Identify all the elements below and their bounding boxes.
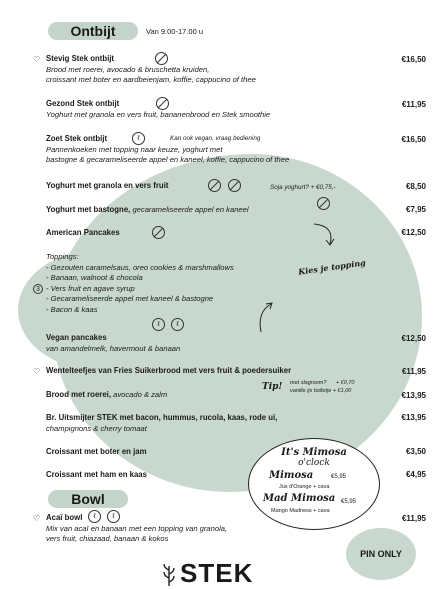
plant-icon: [162, 562, 176, 586]
section-title-bowl: Bowl: [48, 490, 128, 508]
mimosa-card: It's Mimosa o'clock Mimosa €5,95 Jus d'Orange + cava Mad Mimosa €5,95 Mango Madness + cava: [248, 438, 380, 530]
menu-item-yoghurt-bastogne: Yoghurt met bastogne, gecarameliseerde appel en kaneel: [46, 205, 249, 214]
no-lactose-icon: [228, 179, 241, 192]
vegan-note: Kan ook vegan, vraag bediening: [170, 135, 261, 142]
stek-logo: STEK: [162, 558, 253, 589]
price-uitsmijter: €13,95: [401, 413, 426, 422]
price-wentelteefjes: €11,95: [401, 367, 426, 376]
vegan-icon: ℓ: [171, 318, 184, 331]
kies-topping-label: Kies je topping: [297, 257, 367, 277]
vegetarian-icon: ℓ: [132, 132, 145, 145]
tip-vanille: vanille ijs bolletje + €1,00: [290, 388, 352, 394]
no-gluten-icon: [156, 97, 169, 110]
price-yoghurt-granola: €8,50: [405, 182, 426, 191]
menu-item-croissant-ham: Croissant met ham en kaas: [46, 470, 147, 479]
heart-icon: ♡: [33, 55, 41, 64]
vegetarian-icon: ℓ: [88, 510, 101, 523]
number-3-icon: 3: [33, 284, 43, 294]
menu-item-yoghurt-granola: Yoghurt met granola en vers fruit: [46, 181, 169, 190]
no-gluten-icon: [155, 52, 168, 65]
no-gluten-icon: [208, 179, 221, 192]
tip-slagroom: met slagroom? + €0,70: [290, 380, 355, 386]
price-zoet: €16,50: [401, 135, 426, 144]
heart-icon: ♡: [33, 367, 41, 376]
price-vegan-pancakes: €12,50: [401, 334, 426, 343]
heart-icon: ♡: [33, 514, 41, 523]
menu-item-gezond: Gezond Stek ontbijt Yoghurt met granola en vers fruit, bananenbrood en Stek smoothie: [46, 99, 271, 119]
price-gezond: €11,95: [401, 100, 426, 109]
price-brood-zalm: €13,95: [401, 391, 426, 400]
menu-item-brood-zalm: Brood met roerei, avocado & zalm: [46, 390, 168, 399]
menu-item-wentelteefjes: Wentelteefjes van Fries Suikerbrood met vers fruit & poedersuiker: [46, 366, 292, 375]
menu-item-acai-bowl: Acaï bowl Mix van acaï en banaan met een topping van granola, vers fruit, chiazaad, banaan & kokos: [46, 513, 228, 543]
price-yoghurt-bastogne: €7,95: [405, 205, 426, 214]
menu-item-stevig: Stevig Stek ontbijt Brood met roerei, avocado & bruschetta kruiden, croissant met boter en aardbeienjam, koffie, cappucino of thee: [46, 54, 256, 84]
menu-item-zoet: Zoet Stek ontbijt Pannenkoeken met topping naar keuze, yoghurt met bastogne & gecarameliseerde appel en kaneel, koffie, cappucino of thee: [46, 134, 290, 164]
tip-label: Tip!: [262, 382, 283, 392]
pin-only-badge: PIN ONLY: [346, 528, 416, 580]
menu-item-croissant-jam: Croissant met boter en jam: [46, 447, 147, 456]
price-croissant-ham: €4,95: [405, 470, 426, 479]
arrow-up-icon: [255, 300, 281, 336]
no-gluten-icon: [152, 226, 165, 239]
vegan-icon: ℓ: [107, 510, 120, 523]
price-stevig: €16,50: [401, 55, 426, 64]
menu-item-vegan-pancakes: Vegan pancakes van amandelmelk, havermout & banaan: [46, 333, 181, 353]
arrow-down-icon: [310, 220, 340, 250]
section-title-ontbijt: Ontbijt: [48, 22, 138, 40]
no-lactose-icon: [317, 197, 330, 210]
soja-note: Soja yoghurt? + €0,75,-: [270, 184, 336, 191]
menu-item-american-pancakes: American Pancakes: [46, 228, 120, 237]
toppings-list: Toppings: - Gezouten caramelsaus, oreo cookies & marshmallows - Banaan, walnoot & chocola - Vers fruit en agave syrup - Gecarameliseerde appel met kaneel & bastogne - Bacon & kaas: [46, 252, 234, 314]
menu-item-uitsmijter: Br. Uitsmijter STEK met bacon, hummus, rucola, kaas, rode ui, champignons & cherry tomaat: [46, 413, 278, 433]
price-american-pancakes: €12,50: [401, 228, 426, 237]
vegetarian-icon: ℓ: [152, 318, 165, 331]
opening-hours: Van 9.00-17.00 u: [146, 27, 203, 36]
price-acai-bowl: €11,95: [401, 514, 426, 523]
price-croissant-jam: €3,50: [405, 447, 426, 456]
